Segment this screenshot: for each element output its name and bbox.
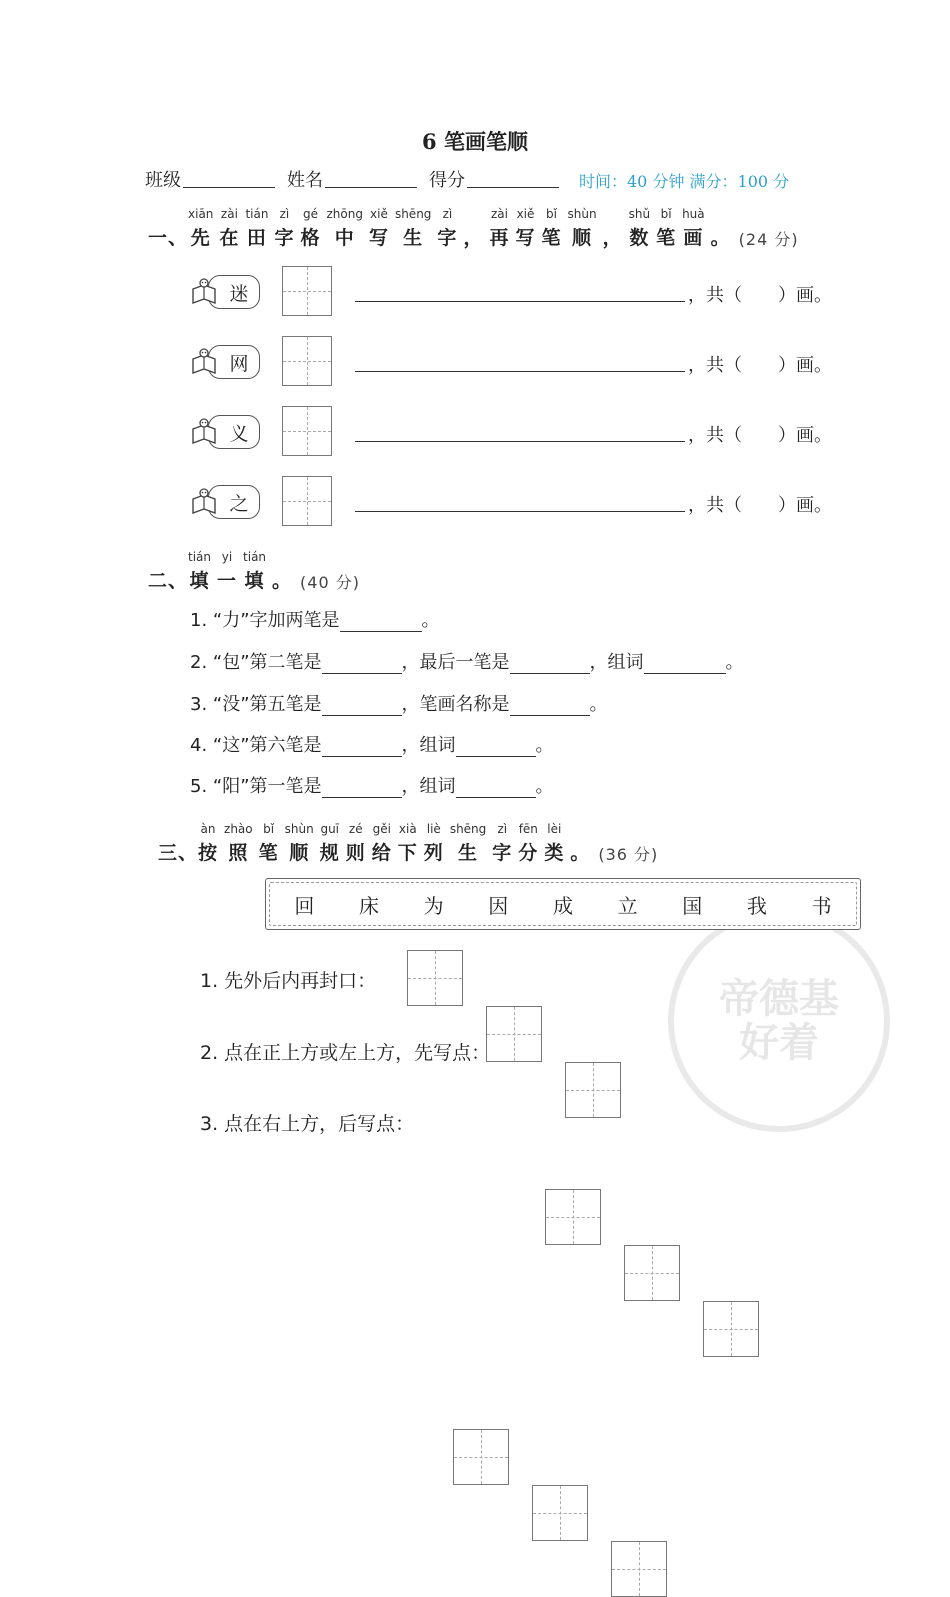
pinyin-char <box>629 207 650 250</box>
pinyin-char <box>570 822 590 865</box>
pinyin-char <box>398 822 418 865</box>
hanzi: 。 <box>272 570 293 592</box>
section1-heading <box>148 207 799 250</box>
hanzi: 字 <box>274 227 295 249</box>
target-char: 之 <box>229 492 249 515</box>
score-blank[interactable] <box>467 187 559 188</box>
hanzi: 田 <box>246 227 267 249</box>
word-bank-char: 国 <box>682 893 703 918</box>
word-bank-char: 立 <box>617 893 638 918</box>
pinyin-char <box>300 207 320 250</box>
writing-grid[interactable] <box>453 1429 509 1485</box>
question2-3 <box>190 690 608 716</box>
writing-grid[interactable] <box>407 950 463 1006</box>
rule1-label: 1. 先外后内再封口： <box>200 970 377 992</box>
hanzi: 再 <box>489 227 510 249</box>
watermark-logo <box>668 910 890 1132</box>
writing-grid[interactable] <box>282 336 332 386</box>
hanzi: 笔 <box>656 227 677 249</box>
pinyin-char <box>259 822 279 865</box>
pinyin-char <box>243 550 266 593</box>
target-char: 义 <box>229 422 249 445</box>
student-info <box>145 166 789 192</box>
pinyin-char <box>320 822 340 865</box>
q2-3-text: 3. “没”第五笔是 <box>190 694 322 715</box>
writing-grid[interactable] <box>282 406 332 456</box>
stroke-order-blank[interactable] <box>355 511 685 512</box>
hanzi: 顺 <box>289 842 310 864</box>
pinyin: yi <box>221 550 233 564</box>
pinyin-char <box>489 207 509 250</box>
hanzi: 数 <box>629 227 650 249</box>
mascot-book-icon <box>190 277 218 307</box>
pinyin-char <box>369 207 389 250</box>
pinyin: zì <box>497 822 508 836</box>
pinyin-char <box>346 822 366 865</box>
pinyin-char <box>272 550 292 593</box>
hanzi: 分 <box>518 842 539 864</box>
hanzi: ， <box>602 227 623 249</box>
writing-grid[interactable] <box>545 1189 601 1245</box>
hanzi: 顺 <box>572 227 593 249</box>
rule2-label: 2. 点在正上方或左上方，先写点： <box>200 1042 491 1064</box>
pinyin: bǐ <box>263 822 275 836</box>
pinyin-char <box>450 822 486 865</box>
hanzi: 按 <box>198 842 219 864</box>
q2-1-end: 。 <box>421 610 440 631</box>
writing-grid[interactable] <box>282 476 332 526</box>
pinyin-char <box>326 207 362 250</box>
pinyin: zhào <box>224 822 253 836</box>
pinyin: huà <box>682 207 705 221</box>
question2-1 <box>190 606 440 632</box>
question2-2 <box>190 648 744 674</box>
mascot-book-icon <box>190 347 218 377</box>
pinyin-char <box>518 822 538 865</box>
section2-heading <box>148 550 360 593</box>
pinyin: fēn <box>518 822 538 836</box>
pinyin-char <box>437 207 457 250</box>
hanzi: 生 <box>403 227 424 249</box>
watermark-text: 帝德基 <box>719 976 839 1022</box>
answer-blank[interactable] <box>322 697 402 716</box>
pinyin: liè <box>426 822 441 836</box>
hanzi: 给 <box>371 842 392 864</box>
score-label: 得分 <box>429 170 465 191</box>
q2-2-text3: ，组词 <box>589 652 644 673</box>
pinyin: shǔ <box>628 207 651 221</box>
name-label: 姓名 <box>287 170 323 191</box>
answer-blank[interactable] <box>456 779 536 798</box>
section3-score: (36 分) <box>598 845 659 864</box>
pinyin-char <box>372 822 392 865</box>
mascot-book-icon <box>190 487 218 517</box>
word-bank <box>265 878 861 930</box>
class-blank[interactable] <box>183 187 275 188</box>
pinyin: shēng <box>449 822 487 836</box>
pinyin: xiān <box>188 207 214 221</box>
answer-blank[interactable] <box>322 738 402 757</box>
pinyin-char <box>274 207 294 250</box>
pinyin: shùn <box>284 822 314 836</box>
question2-4 <box>190 731 554 757</box>
hanzi: 类 <box>544 842 565 864</box>
char-tag <box>190 481 260 521</box>
stroke-order-blank[interactable] <box>355 371 685 372</box>
word-bank-char: 书 <box>811 893 832 918</box>
pinyin: shùn <box>567 207 597 221</box>
answer-blank[interactable] <box>456 738 536 757</box>
pinyin-char <box>395 207 431 250</box>
pinyin-char <box>217 550 237 593</box>
pinyin-char <box>711 207 731 250</box>
hanzi: 填 <box>189 570 210 592</box>
pinyin-char <box>188 550 211 593</box>
writing-grid[interactable] <box>532 1485 588 1541</box>
q2-4-end: 。 <box>535 735 554 756</box>
pinyin: àn <box>200 822 216 836</box>
hanzi: 字 <box>492 842 513 864</box>
hanzi: 。 <box>710 227 731 249</box>
pinyin-char <box>219 207 239 250</box>
pinyin-char <box>198 822 218 865</box>
hanzi: 在 <box>219 227 240 249</box>
writing-grid[interactable] <box>565 1062 621 1118</box>
hanzi: 格 <box>300 227 321 249</box>
answer-blank[interactable] <box>322 779 402 798</box>
answer-blank[interactable] <box>322 655 402 674</box>
pinyin-char <box>603 207 623 250</box>
stroke-count-text: ，共（ ）画。 <box>688 355 832 376</box>
hanzi: ， <box>463 227 484 249</box>
section2-number: 二、 <box>148 570 189 592</box>
pinyin: tián <box>245 207 269 221</box>
answer-blank[interactable] <box>340 613 422 632</box>
question2-5 <box>190 772 554 798</box>
hanzi: 写 <box>368 227 389 249</box>
writing-grid[interactable] <box>624 1245 680 1301</box>
stroke-order-blank[interactable] <box>355 301 685 302</box>
section3-heading <box>158 822 658 865</box>
pinyin: xiě <box>516 207 535 221</box>
pinyin-char <box>541 207 561 250</box>
hanzi: 照 <box>228 842 249 864</box>
word-bank-char: 为 <box>423 893 444 918</box>
mascot-book-icon <box>190 417 218 447</box>
hanzi: 先 <box>190 227 211 249</box>
pinyin: zì <box>279 207 290 221</box>
pinyin: bǐ <box>546 207 557 221</box>
pinyin: zé <box>348 822 363 836</box>
pinyin-char <box>424 822 444 865</box>
class-label: 班级 <box>145 170 181 191</box>
answer-blank[interactable] <box>644 655 726 674</box>
stroke-order-row <box>190 475 332 527</box>
hanzi: 笔 <box>258 842 279 864</box>
writing-grid[interactable] <box>611 1541 667 1597</box>
stroke-count-text: ，共（ ）画。 <box>688 425 832 446</box>
pinyin: lèi <box>547 822 562 836</box>
page-title: 6 笔画笔顺 <box>422 129 528 154</box>
pinyin: gěi <box>372 822 391 836</box>
pinyin: bǐ <box>660 207 672 221</box>
stroke-count-text: ，共（ ）画。 <box>688 495 832 516</box>
pinyin: xiě <box>370 207 388 221</box>
q2-3-text2: ，笔画名称是 <box>401 694 510 715</box>
writing-grid[interactable] <box>703 1301 759 1357</box>
pinyin-char <box>285 822 314 865</box>
q2-2-end: 。 <box>725 652 744 673</box>
answer-blank[interactable] <box>510 697 590 716</box>
word-bank-char: 床 <box>358 893 379 918</box>
pinyin: zhōng <box>326 207 363 221</box>
target-char: 网 <box>229 352 249 375</box>
hanzi: 填 <box>244 570 265 592</box>
hanzi: 下 <box>397 842 418 864</box>
section1-number: 一、 <box>148 227 189 249</box>
char-tag <box>190 271 260 311</box>
section2-score: (40 分) <box>300 573 360 592</box>
pinyin: guī <box>320 822 340 836</box>
stroke-order-row <box>190 335 332 387</box>
pinyin-char <box>656 207 676 250</box>
pinyin-char <box>492 822 512 865</box>
q2-4-text: 4. “这”第六笔是 <box>190 735 322 756</box>
pinyin: tián <box>188 550 212 564</box>
pinyin-char <box>463 207 483 250</box>
word-bank-char: 回 <box>294 893 315 918</box>
answer-blank[interactable] <box>510 655 590 674</box>
section1-score: (24 分) <box>738 230 799 249</box>
pinyin-char <box>245 207 268 250</box>
word-bank-char: 我 <box>746 893 767 918</box>
pinyin: gé <box>302 207 318 221</box>
char-tag <box>190 411 260 451</box>
target-char: 迷 <box>229 282 249 305</box>
hanzi: 。 <box>570 842 591 864</box>
hanzi: 则 <box>345 842 366 864</box>
pinyin: zài <box>490 207 508 221</box>
stroke-order-blank[interactable] <box>355 441 685 442</box>
hanzi: 列 <box>423 842 444 864</box>
hanzi: 写 <box>515 227 536 249</box>
pinyin: xià <box>398 822 417 836</box>
hanzi: 画 <box>683 227 704 249</box>
pinyin-char <box>515 207 535 250</box>
word-bank-char: 成 <box>552 893 573 918</box>
name-blank[interactable] <box>325 187 417 188</box>
q2-2-text: 2. “包”第二笔是 <box>190 652 322 673</box>
char-tag <box>190 341 260 381</box>
q2-5-text: 5. “阳”第一笔是 <box>190 776 322 797</box>
hanzi: 笔 <box>541 227 562 249</box>
section3-number: 三、 <box>158 842 199 864</box>
pinyin-char <box>544 822 564 865</box>
pinyin: zì <box>442 207 453 221</box>
word-bank-char: 因 <box>488 893 509 918</box>
hanzi: 中 <box>334 227 355 249</box>
watermark-text: 好着 <box>739 1020 819 1066</box>
q2-2-text2: ，最后一笔是 <box>401 652 510 673</box>
pinyin: shēng <box>394 207 432 221</box>
writing-grid[interactable] <box>486 1006 542 1062</box>
pinyin-char <box>568 207 597 250</box>
q2-5-end: 。 <box>535 776 554 797</box>
rule3-label: 3. 点在右上方，后写点： <box>200 1113 415 1135</box>
hanzi: 一 <box>217 570 238 592</box>
hanzi: 生 <box>458 842 479 864</box>
pinyin: tián <box>243 550 267 564</box>
q2-5-text2: ，组词 <box>401 776 456 797</box>
stroke-order-row <box>190 265 332 317</box>
stroke-count-text: ，共（ ）画。 <box>688 285 832 306</box>
writing-grid[interactable] <box>282 266 332 316</box>
q2-4-text2: ，组词 <box>401 735 456 756</box>
q2-1-text: 1. “力”字加两笔是 <box>190 610 340 631</box>
q2-3-end: 。 <box>589 694 608 715</box>
hanzi: 字 <box>437 227 458 249</box>
pinyin: zài <box>220 207 238 221</box>
hanzi: 规 <box>319 842 340 864</box>
time-score-meta: 时间：40 分钟 满分：100 分 <box>579 172 790 191</box>
pinyin-char <box>188 207 213 250</box>
pinyin-char <box>682 207 705 250</box>
pinyin-char <box>224 822 253 865</box>
stroke-order-row <box>190 405 332 457</box>
